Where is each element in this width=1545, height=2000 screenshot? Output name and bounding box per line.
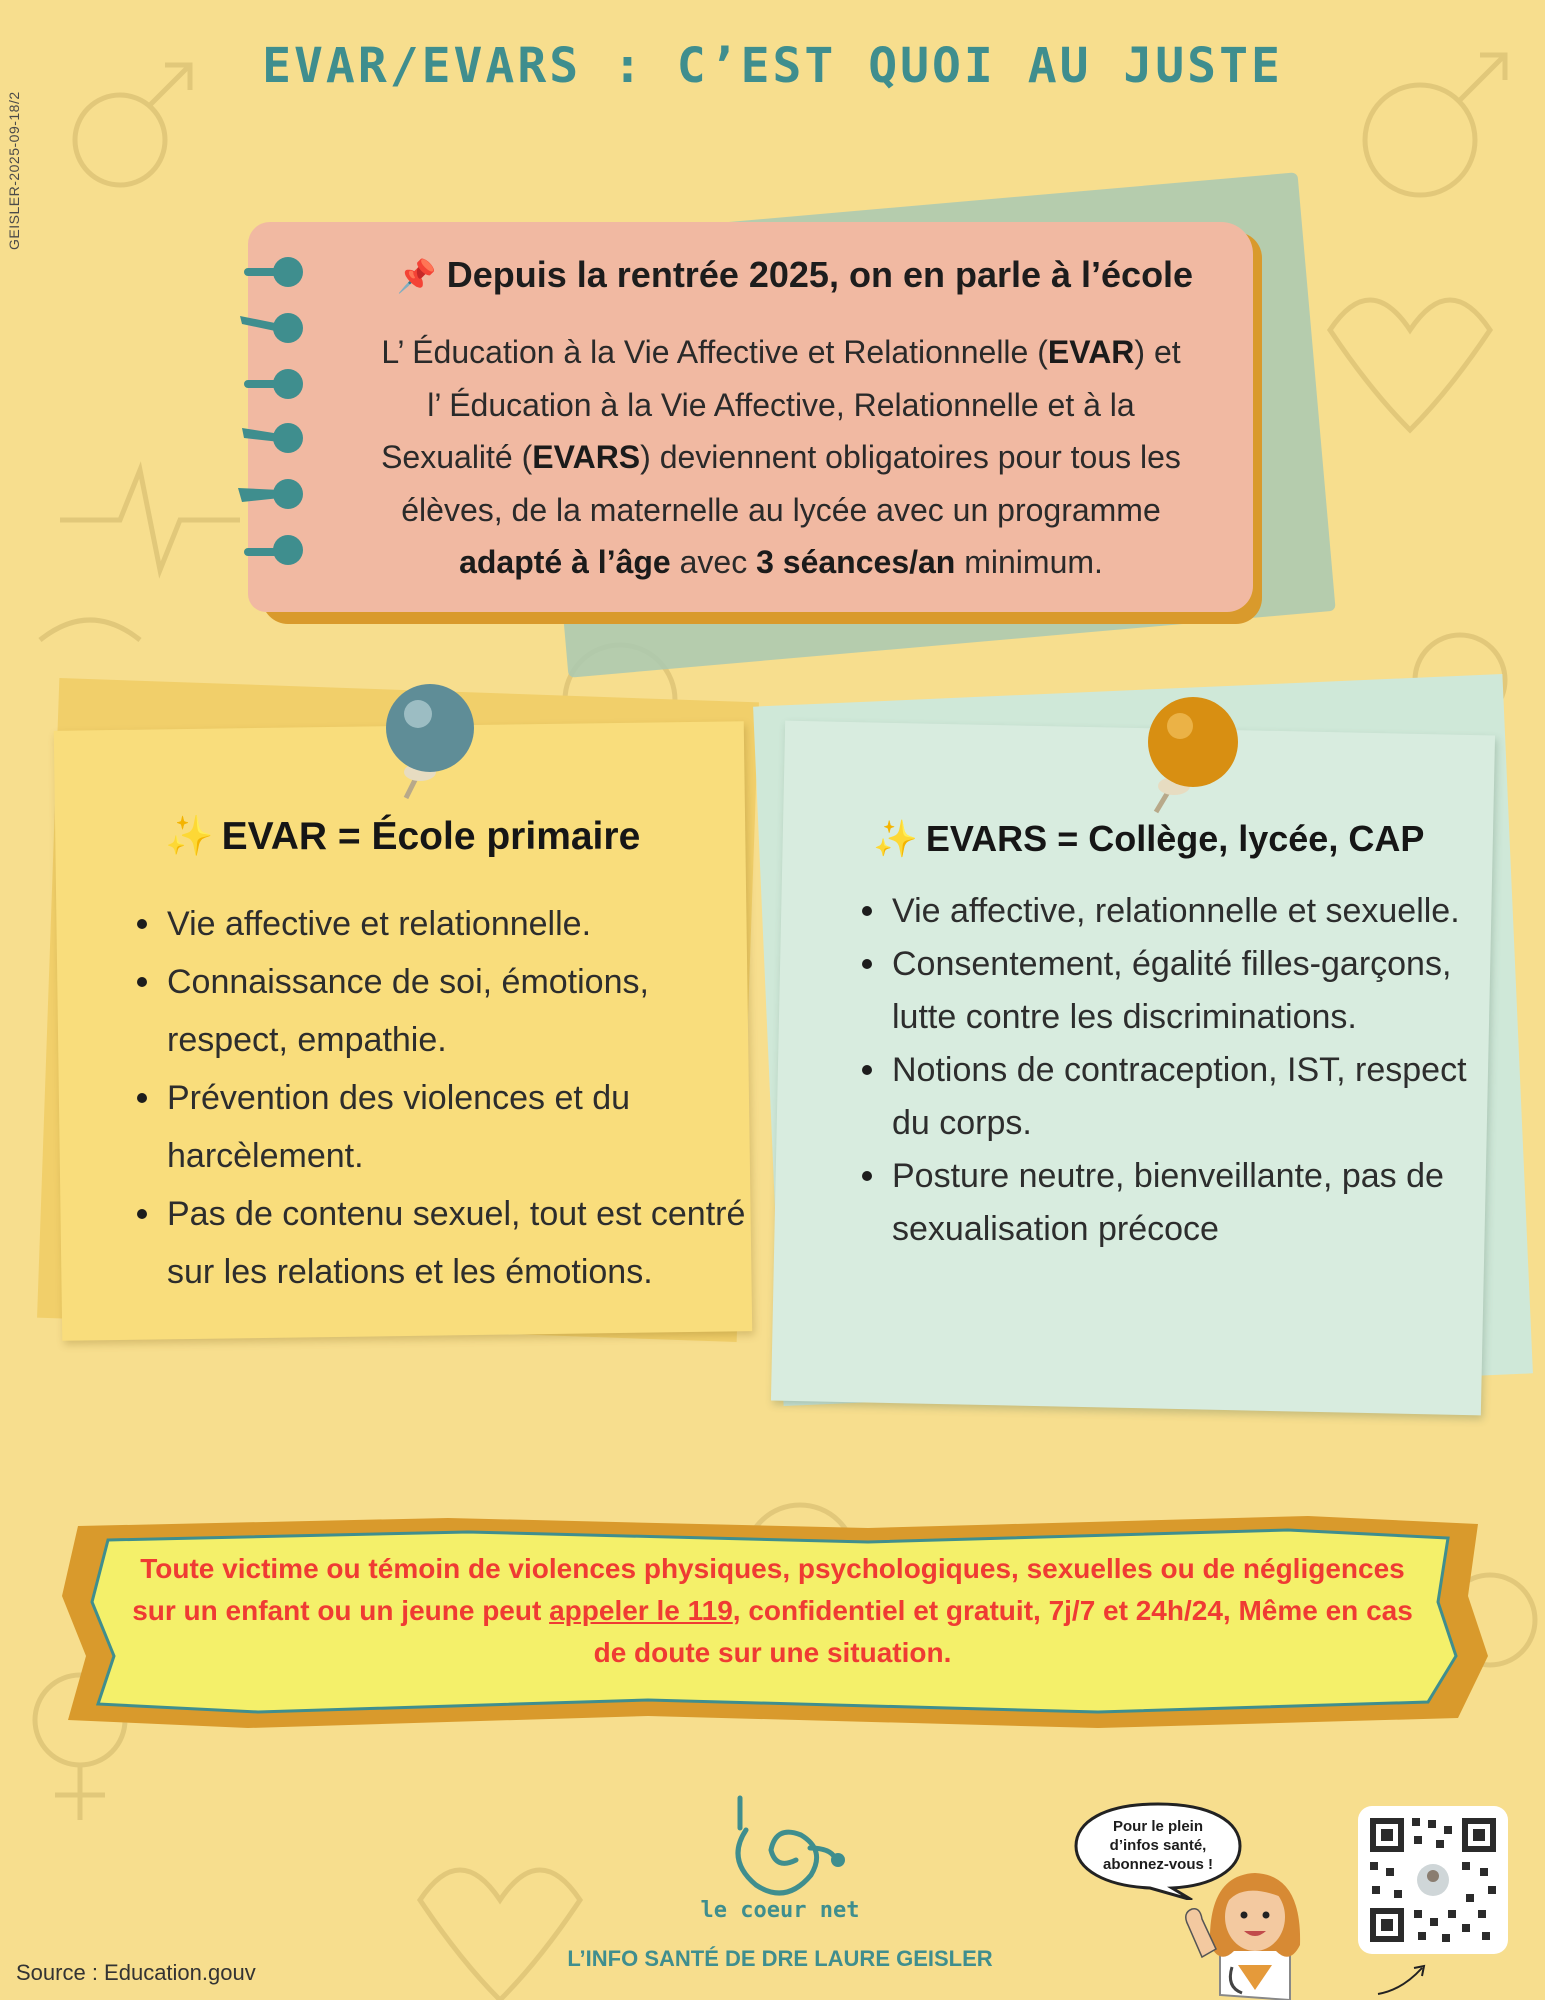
list-item: Prévention des violences et du harcèlement. bbox=[133, 1069, 753, 1185]
intro-text-segment: minimum. bbox=[955, 544, 1103, 580]
intro-text-segment: ) et bbox=[1134, 334, 1181, 370]
sessions-per-year-emphasis: 3 séances/an bbox=[756, 544, 956, 580]
orange-pushpin-icon bbox=[1138, 694, 1248, 824]
intro-heading bbox=[340, 254, 1250, 296]
sparkles-icon: ✨ bbox=[873, 818, 918, 859]
evar-acronym: EVAR bbox=[1047, 334, 1135, 370]
source-credit: Source : Education.gouv bbox=[16, 1960, 256, 1985]
binder-rings-icon bbox=[236, 252, 316, 572]
evar-title bbox=[165, 813, 640, 859]
pushpin-icon: 📌 bbox=[396, 258, 437, 294]
alert-message bbox=[120, 1548, 1425, 1674]
intro-text-segment: Sexualité ( bbox=[381, 439, 533, 475]
list-item: Connaissance de soi, émotions, respect, empathie. bbox=[133, 953, 753, 1069]
intro-text bbox=[310, 326, 1252, 589]
evars-title-text: EVARS = Collège, lycée, CAP bbox=[925, 818, 1425, 859]
alert-text-segment: , confidentiel et gratuit, 7j/7 et 24h/24, Même en cas de doute sur une situation. bbox=[593, 1595, 1413, 1668]
evars-acronym: EVARS bbox=[532, 439, 641, 475]
bubble-line: Pour le plein bbox=[1112, 1818, 1203, 1835]
blue-pushpin-icon bbox=[378, 680, 488, 810]
intro-text-segment: avec bbox=[670, 544, 757, 580]
intro-line-2: l’ Éducation à la Vie Affective, Relationnelle et à la bbox=[427, 386, 1135, 423]
evars-list bbox=[858, 885, 1478, 1256]
bubble-line: d’infos santé, bbox=[1109, 1837, 1207, 1854]
intro-text-segment: ) deviennent obligatoires pour tous les bbox=[640, 439, 1181, 475]
tagline: L’INFO SANTÉ DE DRE LAURE GEISLER bbox=[567, 1946, 993, 1971]
intro-line-4: élèves, de la maternelle au lycée avec un programme bbox=[401, 491, 1161, 528]
doctor-avatar-icon bbox=[1180, 1855, 1330, 2000]
intro-line-3 bbox=[310, 431, 1252, 484]
list-item: Consentement, égalité filles-garçons, lutte contre les discriminations. bbox=[858, 938, 1478, 1044]
page-title: EVAR/EVARS : C’EST QUOI AU JUSTE bbox=[262, 38, 1283, 94]
intro-text-segment: L’ Éducation à la Vie Affective et Relationnelle ( bbox=[381, 334, 1048, 370]
list-item: Vie affective, relationnelle et sexuelle. bbox=[858, 885, 1478, 938]
bubble-line: abonnez-vous ! bbox=[1102, 1856, 1213, 1873]
brand-name: le coeur net bbox=[700, 1898, 860, 1923]
qr-code-icon bbox=[1358, 1806, 1508, 1954]
list-item: Notions de contraception, IST, respect du corps. bbox=[858, 1044, 1478, 1150]
intro-line-5 bbox=[310, 536, 1252, 589]
alert-text-segment: Toute victime ou témoin de violences physiques, psychologiques, sexuelles ou de négligences sur un enfant ou un jeune peut bbox=[132, 1553, 1405, 1626]
evar-title-text: EVAR = École primaire bbox=[221, 815, 641, 858]
sparkles-icon: ✨ bbox=[165, 815, 214, 858]
list-item: Posture neutre, bienveillante, pas de sexualisation précoce bbox=[858, 1150, 1478, 1256]
stethoscope-heart-icon bbox=[710, 1788, 850, 1908]
document-id: GEISLER-2025-09-18/2 bbox=[6, 91, 22, 250]
qr-code[interactable] bbox=[1358, 1806, 1508, 1954]
curved-arrow-icon bbox=[1372, 1960, 1432, 1998]
evars-title bbox=[873, 818, 1424, 860]
intro-heading-text: Depuis la rentrée 2025, on en parle à l’école bbox=[446, 254, 1194, 295]
age-adapted-emphasis: adapté à l’âge bbox=[459, 544, 671, 580]
list-item: Pas de contenu sexuel, tout est centré sur les relations et les émotions. bbox=[133, 1185, 753, 1301]
call-119-link[interactable]: appeler le 119 bbox=[549, 1595, 733, 1626]
evar-list bbox=[133, 895, 753, 1301]
intro-line-1 bbox=[310, 326, 1252, 379]
list-item: Vie affective et relationnelle. bbox=[133, 895, 753, 953]
